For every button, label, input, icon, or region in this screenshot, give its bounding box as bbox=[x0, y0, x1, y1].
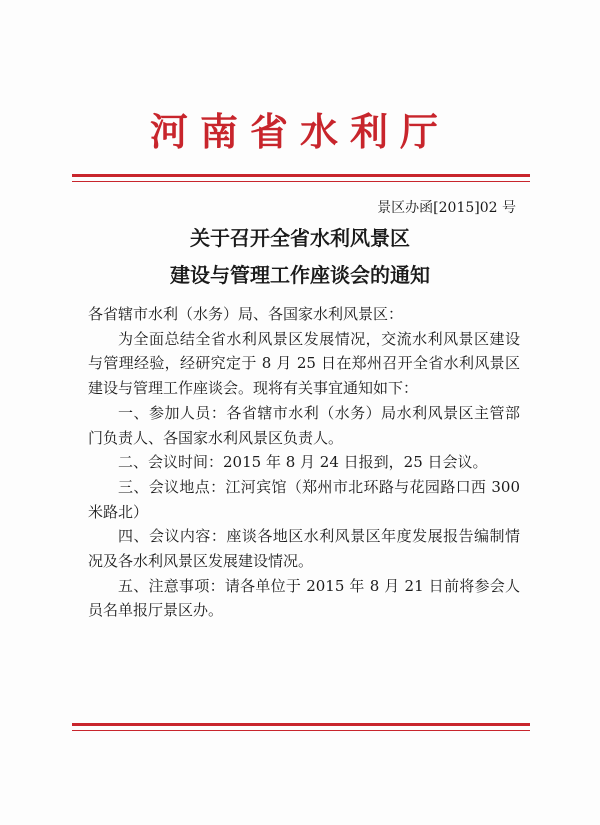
letterhead-divider-thin bbox=[72, 181, 530, 182]
footer-divider-thin bbox=[72, 730, 530, 731]
item-meeting-content: 四、会议内容：座谈各地区水利风景区年度发展报告编制情况及各水利风景区发展建设情况。 bbox=[88, 527, 520, 571]
item-notes: 五、注意事项：请各单位于 2015 年 8 月 21 日前将参会人员名单报厅景区办。 bbox=[88, 576, 520, 620]
intro-paragraph: 为全面总结全省水利风景区发展情况，交流水利风景区建设与管理经验，经研究定于 8 月 25 日在郑州召开全省水利风景区建设与管理工作座谈会。现将有关事宜通知如下： bbox=[88, 329, 520, 398]
item-meeting-time: 二、会议时间：2015 年 8 月 24 日报到，25 日会议。 bbox=[118, 453, 488, 472]
document-title-line-1: 关于召开全省水利风景区 bbox=[190, 226, 410, 250]
letterhead-divider-thick bbox=[72, 174, 530, 177]
item-meeting-location: 三、会议地点：江河宾馆（郑州市北环路与花园路口西 300 米路北） bbox=[88, 477, 520, 521]
letterhead-title: 河南省水利厅 bbox=[149, 109, 450, 154]
salutation: 各省辖市水利（水务）局、各国家水利风景区： bbox=[88, 305, 404, 323]
item-attendees: 一、参加人员：各省辖市水利（水务）局水利风景区主管部门负责人、各国家水利风景区负责人。 bbox=[88, 403, 520, 447]
document-number: 景区办函[2015]02 号 bbox=[377, 200, 516, 216]
footer-divider-thick bbox=[72, 723, 530, 726]
document-body bbox=[88, 302, 520, 623]
document-title-line-2: 建设与管理工作座谈会的通知 bbox=[170, 263, 430, 287]
